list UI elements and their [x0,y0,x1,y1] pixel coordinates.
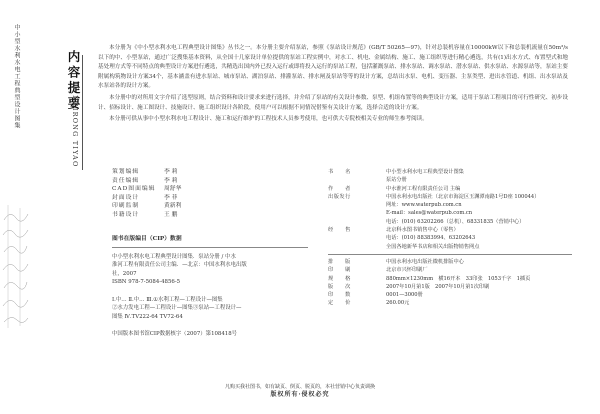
credit-role: 责任编辑 [112,177,140,184]
section-title: 内容提要 [66,50,81,112]
pub-value: 中水淮河工程有限责任公司 主编 [386,185,461,192]
pub-label: 定 价 [328,300,351,307]
pub-label: 作 者 [328,185,351,192]
cip-line: ISBN 978-7-5084-4856-5 [112,279,181,286]
credit-name: 李 莉 [164,169,178,175]
pub-row [328,209,572,217]
pub-value: E-mail：sales@waterpub.com.cn [386,210,473,217]
pub-row [328,234,572,242]
pub-value: 260.00元 [386,300,410,307]
landscape-illustration [2,200,29,330]
pub-value: 2007年10月第1版 2007年10月第1次印刷 [386,283,490,290]
pub-row [328,258,572,266]
pub-value: 泵站分册 [386,177,407,184]
pub-row [328,243,572,251]
pub-label [328,243,386,251]
pub-row [328,299,572,307]
pub-label: 经 售 [328,227,351,234]
credit-row [112,168,181,177]
pub-value: 北京科水图书销售中心（零售） [386,227,459,234]
credit-name: 李 菲 [164,194,178,201]
cip-line: Ⅰ.中… Ⅱ.中… Ⅲ.①水利工程—工程设计—图集 [112,296,223,303]
credit-row [112,185,181,194]
pub-label: 书 名 [328,169,351,175]
editor-credits [112,168,181,219]
pub-label: 排 版 [328,258,351,265]
pub-label: 印 刷 [328,267,351,274]
pub-value: 中国水利水电出版社微机排版中心 [386,258,464,265]
cip-line: 中国版本图书馆CIP数据核字（2007）第108418号 [112,330,238,337]
credit-role: 书籍设计 [112,211,140,218]
pub-value: 0001—3000册 [386,292,423,299]
pub-label [328,218,386,226]
pub-row [328,291,572,299]
pub-row [328,176,572,184]
pub-divider [328,254,572,255]
pub-value: 电话：(010) 88383994、63202643 [386,235,476,242]
intro-text [98,44,568,127]
pub-value: 电话：(010) 63202266（总机）、68331835（营销中心） [386,218,525,225]
pub-row [328,201,572,209]
credit-row [112,177,181,186]
credit-name: 周舒华 [164,186,182,192]
pub-label: 出版发行 [328,193,351,200]
pub-row [328,283,572,291]
pub-value: 网址：www.waterpub.com.cn [386,202,462,209]
cip-title: 图书在版编目（CIP）数据 [112,236,182,242]
cip-body [112,247,308,339]
cip-line: 中小型水利水电工程典型设计图集．泵站分册 / 中水 [112,253,236,260]
credit-role: CAD图面编辑 [112,186,156,192]
cip-line: 淮河工程有限责任公司主编．—北京：中国水利水电出版 [112,262,247,269]
intro-paragraph: 本分册为《中小型水利水电工程典型设计图集》丛书之一。本分册主要介绍泵站，参照《泵站设计规范》(GB/T 50265—97)，针对总装机容量在10000kW以下和总装机流量在50m³/s以下的中、小型泵站，通过广泛搜集基本资料，从全国十几家设计单位提供的泵站工程实例中，对水工、机电、金属结构、施工、施工组织等进行精心遴选，共有(1)出水方式、布置型式和地基处理方式等不同特点的典型设计方案进行遴选，共精选出国内外已投入运行或即将投入运行的泵站工程，包括灌溉泵站、排水泵站、调水泵站、潜水泵站、供水泵站、水源泵站等，泵站主要附属构筑物设计方案34个，基本涵盖有进水泵站、城市泵站、湖泊泵站、排灌泵站、排水闸及泵站等等的设计方案，总结出水泵、电机、变压器、主泵类型、进出水管道、机组、出水泵站及水泵站各的设计方案。 [98,45,568,90]
credit-role: 策划编辑 [112,169,140,175]
pub-value: 880mm×1230mm 横16开本 33印张 1053千字 1插页 [386,275,531,282]
pub-row [328,193,572,201]
pub-value: 中小型水利水电工程典型设计图集 [386,169,464,175]
section-subtitle: NEIRONG TIYAO [71,95,79,168]
pub-label [328,234,386,242]
copyright-notice: 版权所有·侵权必究 [270,391,330,398]
pub-label [328,176,386,184]
pub-row [328,218,572,226]
pub-label: 规 格 [328,275,351,282]
footer-notice: 凡购买我社图书，如有缺页、倒页、脱页的，本社营销中心负责调换 [224,384,375,390]
cip-line [112,321,308,330]
intro-paragraph: 本分册可供从事中小型水利水电工程设计、施工和运行维护的工程技术人员参考使用，也可供大专院校相关专业的师生参考阅读。 [109,116,428,123]
credit-name: 黄新利 [164,203,182,209]
credit-row [112,211,181,220]
footer [0,383,600,399]
credit-role: 印刷监制 [112,203,140,209]
pub-value: 全国各地新华书店和相关出版物销售网点 [386,243,480,250]
credit-name: 王 鹏 [164,211,178,218]
credit-name: 李 莉 [164,177,178,184]
credit-row [112,194,181,203]
cip-line: 社，2007 [112,270,137,277]
pub-label [328,209,386,217]
intro-paragraph: 本分册中的对所用文字介绍了选型原则，结合资料和设计要求来进行选择，并介绍了泵站的有关设计参数、泵型、机组布置等的典型设计方案，适用于泵站工程项目的可行性研究、初步设计、招标设计、施工图设计、技施设计、施工组织设计各阶段，使用户可以根据不同情况借鉴有关设计方案，选择合适的设计方案。 [98,94,568,111]
pub-value: 北京市兴怀印刷厂 [386,267,428,274]
publication-info [328,168,572,308]
pub-row [328,168,572,176]
cip-line [112,287,308,296]
cip-data-block [112,235,308,339]
cip-line: ②水力发电工程—工程设计—图集③泵站—工程设计— [112,305,242,312]
pub-label: 版 次 [328,283,351,290]
pub-row [328,226,572,234]
credit-role: 封面设计 [112,194,140,201]
series-vertical-title: 中小型水利水电工程典型设计图集 [13,24,20,129]
cip-line: 图集 Ⅳ.TV222-64 TV72-64 [112,313,183,320]
pub-row [328,275,572,283]
pub-label [328,201,386,209]
pub-row [328,266,572,274]
section-divider [82,55,83,170]
pub-label: 印 数 [328,292,351,299]
pub-row [328,185,572,193]
pub-value: 中国水利水电出版社（北京市海淀区玉渊潭南路1号D座 100044） [386,193,540,200]
credit-row [112,202,181,211]
